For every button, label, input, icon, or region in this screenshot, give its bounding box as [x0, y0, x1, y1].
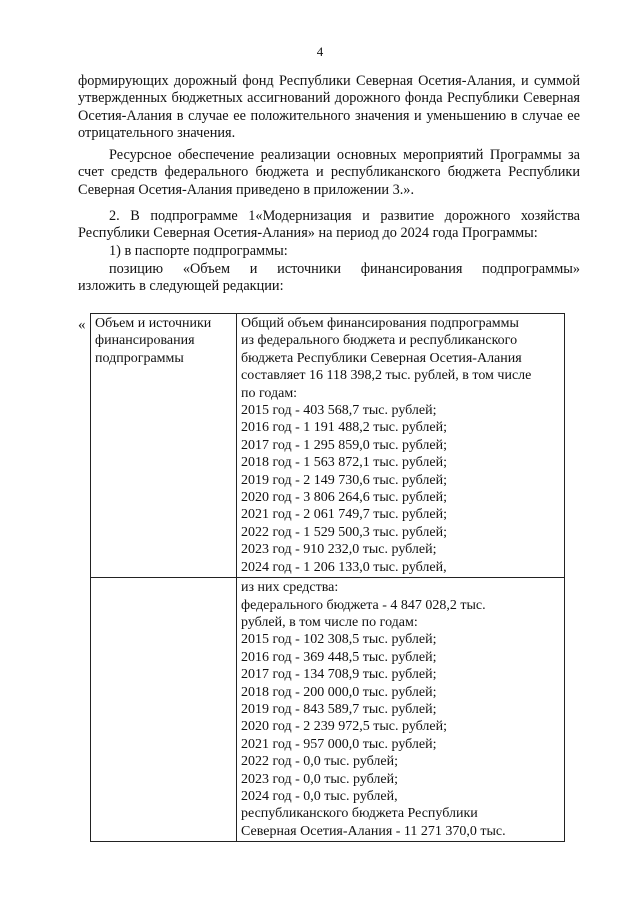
financing-table	[90, 313, 565, 842]
year-line: 2022 год - 0,0 тыс. рублей;	[241, 754, 399, 770]
total-line: из федерального бюджета и республиканского	[241, 333, 518, 349]
year-line: 2016 год - 1 191 488,2 тыс. рублей;	[241, 420, 448, 436]
year-line: 2023 год - 910 232,0 тыс. рублей;	[241, 542, 437, 558]
label-line: финансирования	[95, 333, 195, 349]
position-instruction-end: изложить в следующей редакции:	[78, 278, 284, 294]
label-line: Объем и источники	[95, 316, 212, 331]
year-line: 2017 год - 1 295 859,0 тыс. рублей;	[241, 437, 448, 453]
open-quote: «	[78, 317, 86, 333]
republican-line: Северная Осетия-Алания - 11 271 370,0 тыс.	[241, 823, 506, 839]
year-line: 2020 год - 3 806 264,6 тыс. рублей;	[241, 490, 448, 506]
year-line: 2019 год - 2 149 730,6 тыс. рублей;	[241, 472, 448, 488]
federal-line: федерального бюджета - 4 847 028,2 тыс.	[241, 597, 486, 613]
year-line: 2015 год - 403 568,7 тыс. рублей;	[241, 403, 437, 419]
total-financing-cell	[237, 314, 565, 578]
total-line: составляет 16 118 398,2 тыс. рублей, в том числе	[241, 368, 532, 384]
year-line: 2020 год - 2 239 972,5 тыс. рублей;	[241, 719, 448, 735]
federal-line: из них средства:	[241, 580, 339, 596]
paragraph-road-fund: формирующих дорожный фонд Республики Северная Осетия-Алания, и суммой утвержденных бюджетных ассигнований дорожного фонда Республики Северная Осетия-Алания в случае ее положительного значения и уменьшению в случае ее отрицательного значения.	[78, 73, 580, 141]
federal-financing-cell	[237, 578, 565, 842]
label-line: подпрограммы	[95, 350, 184, 366]
total-line: Общий объем финансирования подпрограммы	[241, 316, 519, 331]
year-line: 2015 год - 102 308,5 тыс. рублей;	[241, 632, 437, 648]
paragraph-resource-provision: Ресурсное обеспечение реализации основных мероприятий Программы за счет средств федерального бюджета и республиканского бюджета Республики Северная Осетия-Алания приведено в приложении 3.».	[78, 147, 580, 198]
year-line: 2024 год - 1 206 133,0 тыс. рублей,	[241, 559, 447, 575]
item-passport: 1) в паспорте подпрограммы:	[109, 243, 288, 259]
year-line: 2019 год - 843 589,7 тыс. рублей;	[241, 701, 437, 717]
federal-line: рублей, в том числе по годам:	[241, 614, 418, 630]
year-line: 2023 год - 0,0 тыс. рублей;	[241, 771, 399, 787]
year-line: 2022 год - 1 529 500,3 тыс. рублей;	[241, 524, 448, 540]
year-line: 2016 год - 369 448,5 тыс. рублей;	[241, 649, 437, 665]
page-number: 4	[316, 44, 324, 59]
paragraph-subprogram-1: 2. В подпрограмме 1«Модернизация и развитие дорожного хозяйства Республики Северная Осетия-Алания» на период до 2024 года Программы:	[78, 208, 580, 242]
year-line: 2018 год - 1 563 872,1 тыс. рублей;	[241, 455, 448, 471]
empty-label-cell	[91, 578, 237, 842]
year-line: 2021 год - 2 061 749,7 тыс. рублей;	[241, 507, 448, 523]
total-line: бюджета Республики Северная Осетия-Алания	[241, 350, 522, 366]
year-line: 2021 год - 957 000,0 тыс. рублей;	[241, 736, 437, 752]
republican-line: республиканского бюджета Республики	[241, 806, 478, 822]
year-line: 2017 год - 134 708,9 тыс. рублей;	[241, 667, 437, 683]
total-line: по годам:	[241, 385, 298, 401]
year-line: 2024 год - 0,0 тыс. рублей,	[241, 788, 398, 804]
table-row-federal	[91, 578, 565, 842]
label-cell	[91, 314, 237, 578]
position-instruction: позицию «Объем и источники финансирования подпрограммы»	[109, 261, 580, 277]
year-line: 2018 год - 200 000,0 тыс. рублей;	[241, 684, 437, 700]
table-row-total	[91, 314, 565, 578]
